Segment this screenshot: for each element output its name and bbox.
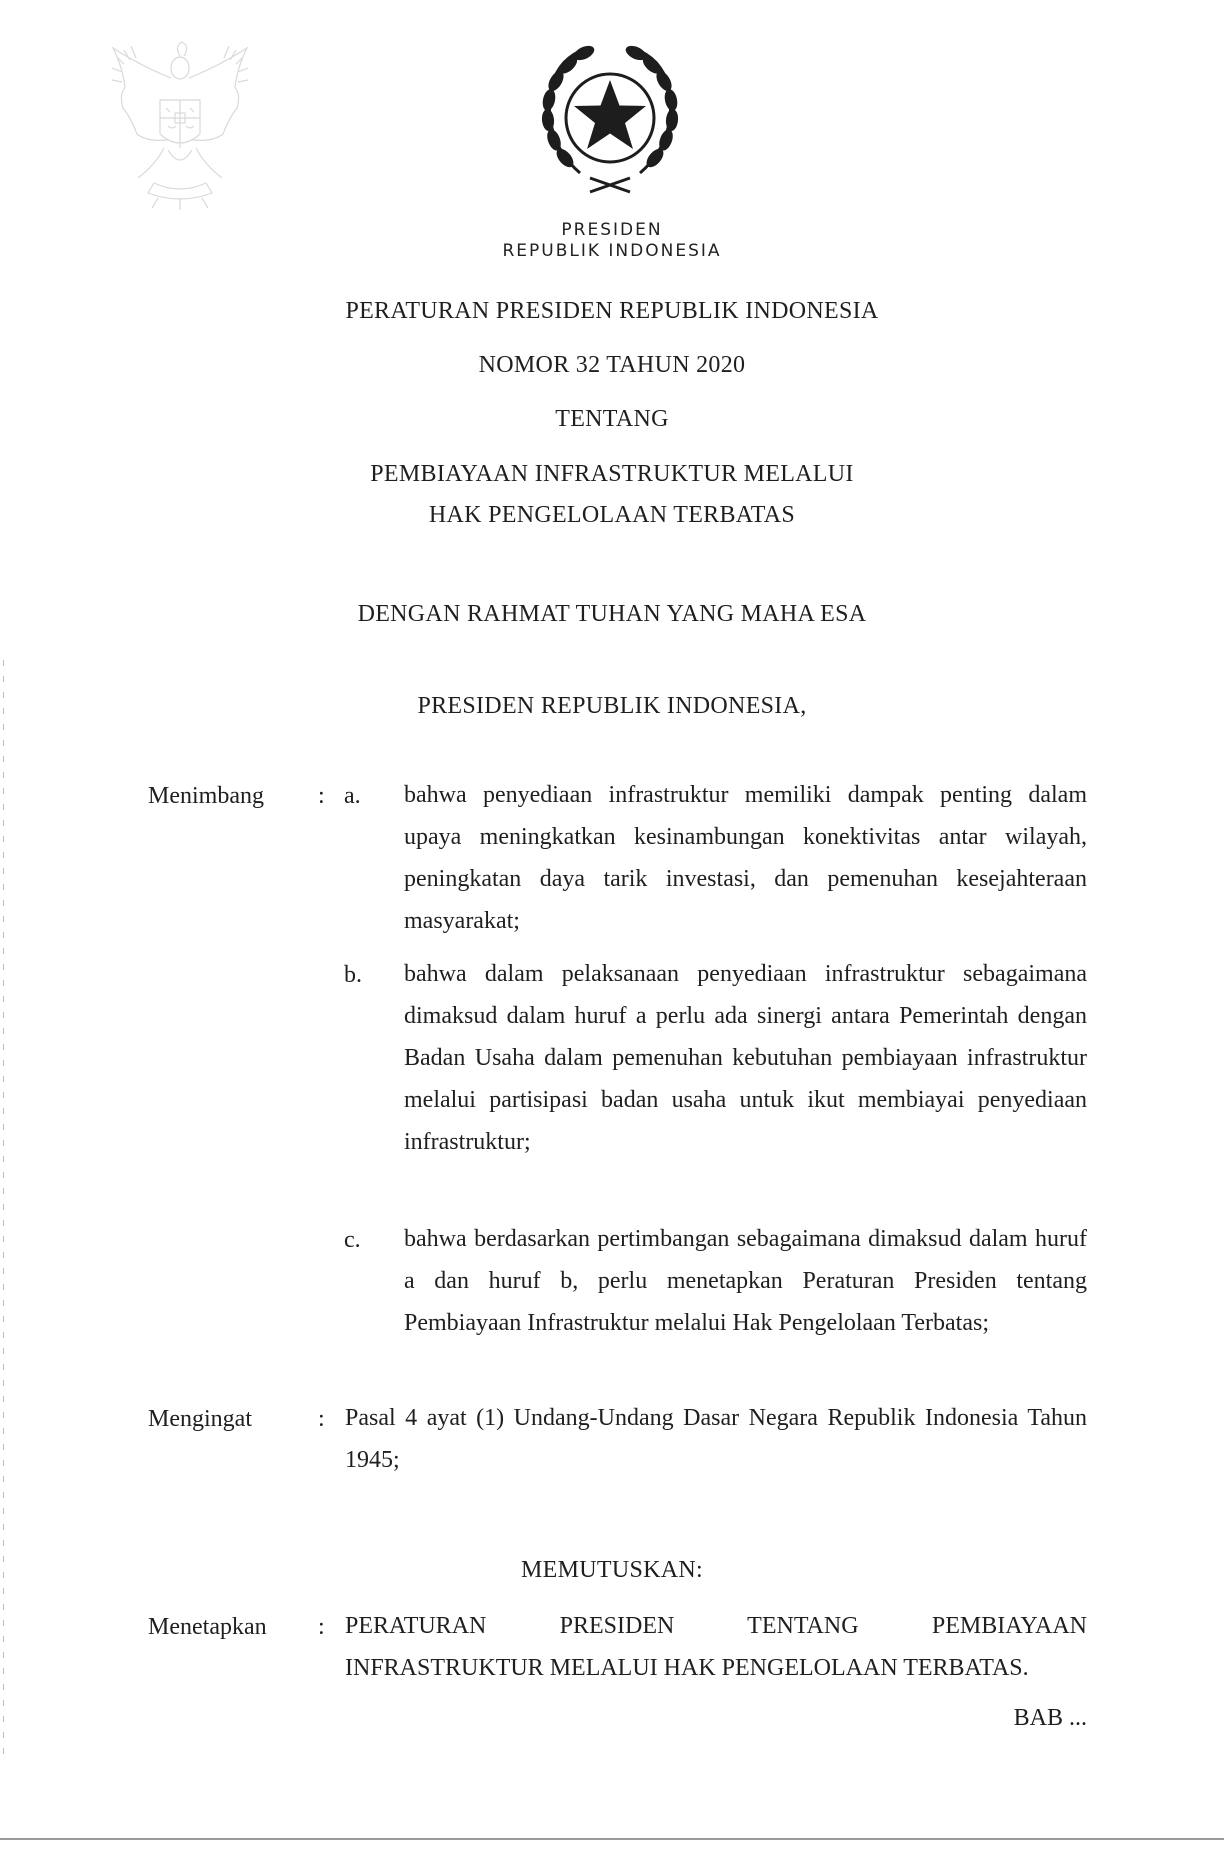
regulation-about: TENTANG bbox=[555, 406, 669, 432]
bottom-rule bbox=[0, 1838, 1224, 1840]
scan-edge bbox=[3, 660, 4, 1760]
menetapkan-colon: : bbox=[318, 1614, 325, 1640]
menimbang-item-text: bahwa berdasarkan pertimbangan sebagaimana dimaksud dalam huruf a dan huruf b, perlu menetapkan Peraturan Presiden tentang Pembiayaan Infrastruktur melalui Hak Pengelolaan Terbatas; bbox=[404, 1226, 1087, 1336]
menetapkan-text: PERATURAN PRESIDEN TENTANG PEMBIAYAAN INFRASTRUKTUR MELALUI HAK PENGELOLAAN TERBATAS. bbox=[345, 1613, 1087, 1681]
decision-heading: MEMUTUSKAN: bbox=[521, 1557, 703, 1583]
menimbang-item-letter: c. bbox=[344, 1227, 361, 1253]
menimbang-label: Menimbang bbox=[148, 783, 264, 809]
menimbang-item-text: bahwa dalam pelaksanaan penyediaan infrastruktur sebagaimana dimaksud dalam huruf a perlu ada sinergi antara Pemerintah dengan Badan Usaha dalam pemenuhan kebutuhan pembiayaan infrastruktur melalui partisipasi badan usaha untuk ikut membiayai penyediaan infrastruktur; bbox=[404, 961, 1087, 1155]
office-title-line2: REPUBLIK INDONESIA bbox=[502, 241, 722, 261]
garuda-pancasila-icon bbox=[98, 38, 263, 213]
invocation: DENGAN RAHMAT TUHAN YANG MAHA ESA bbox=[357, 601, 867, 627]
office-title-line1: PRESIDEN bbox=[561, 220, 663, 240]
regulation-subject-line2: HAK PENGELOLAAN TERBATAS bbox=[428, 502, 796, 528]
menetapkan-label: Menetapkan bbox=[148, 1614, 267, 1640]
regulation-subject-line1: PEMBIAYAAN INFRASTRUKTUR MELALUI bbox=[370, 461, 854, 487]
mengingat-label: Mengingat bbox=[148, 1406, 252, 1432]
next-page-marker: BAB ... bbox=[1013, 1705, 1087, 1731]
menimbang-item-letter: b. bbox=[344, 962, 362, 988]
menimbang-item-text: bahwa penyediaan infrastruktur memiliki dampak penting dalam upaya meningkatkan kesinambungan konektivitas antar wilayah, peningkatan daya tarik investasi, dan pemenuhan kesejahteraan masyarakat; bbox=[404, 782, 1087, 934]
mengingat-text: Pasal 4 ayat (1) Undang-Undang Dasar Negara Republik Indonesia Tahun 1945; bbox=[345, 1405, 1087, 1473]
menimbang-colon: : bbox=[318, 783, 325, 809]
mengingat-colon: : bbox=[318, 1406, 325, 1432]
menimbang-item-letter: a. bbox=[344, 783, 361, 809]
presidential-star-emblem-icon bbox=[530, 38, 690, 198]
regulation-number: NOMOR 32 TAHUN 2020 bbox=[478, 352, 746, 378]
regulation-title: PERATURAN PRESIDEN REPUBLIK INDONESIA bbox=[345, 298, 879, 324]
president-heading: PRESIDEN REPUBLIK INDONESIA, bbox=[417, 693, 807, 719]
